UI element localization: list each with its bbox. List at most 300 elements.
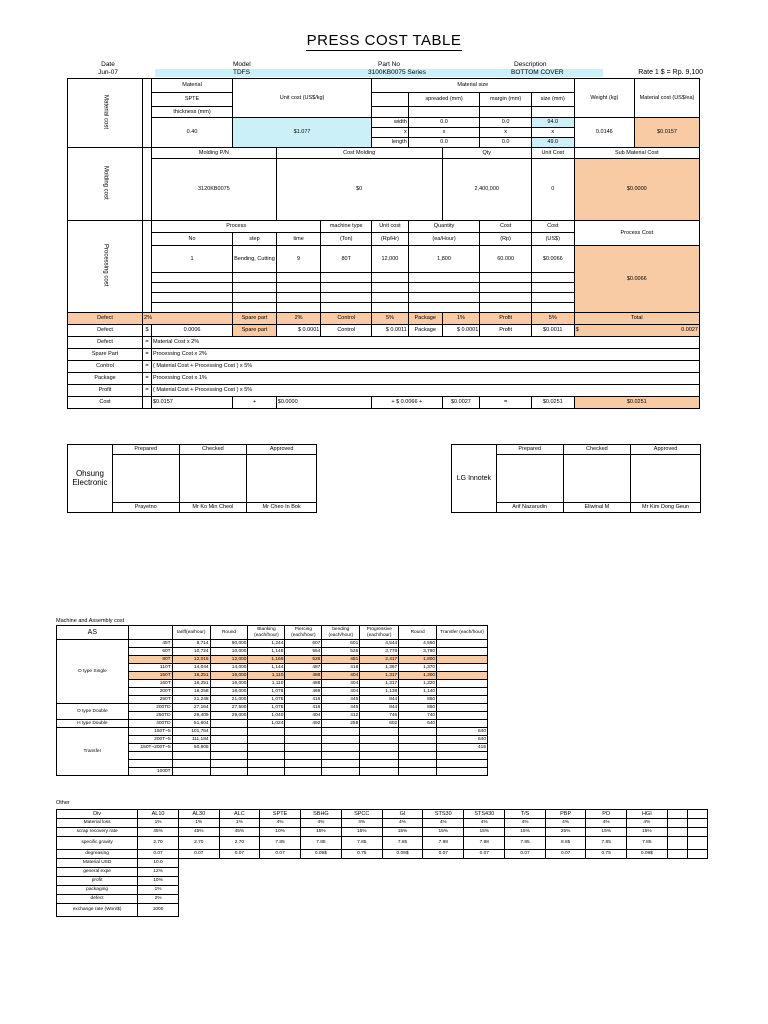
machine-header-cell (128, 626, 172, 640)
machine-cell: 602 (360, 720, 399, 728)
proc-row-step: Bending, Cutting (233, 246, 277, 273)
val-spare-label: Spare part (233, 325, 277, 337)
date-label: Date (101, 61, 115, 68)
machine-cell: 60T (128, 648, 172, 656)
machine-cell: 740 (399, 712, 437, 720)
checked-name: Eliwinal M (563, 503, 631, 513)
material-section: Material cost (68, 79, 143, 148)
proc-row-unit: 12,000 (372, 246, 409, 273)
spreaded-label: spreaded (mm) (408, 93, 480, 107)
machine-cell (285, 728, 322, 736)
formula-text: ( Material Cost + Processing Cost ) x 5% (151, 385, 699, 397)
machine-cell (399, 728, 437, 736)
other-cell: 0.75 (341, 850, 382, 859)
no-label: No (151, 233, 232, 246)
val-defect-currency: $ (143, 325, 152, 337)
cost-total: $0.0251 (574, 397, 699, 409)
machine-table (56, 625, 488, 776)
machine-header-cell: Round (399, 626, 437, 640)
other-cell: 1% (178, 819, 219, 828)
other-extra-cell: 1% (138, 886, 179, 895)
signoff-ohsung (67, 444, 317, 513)
other-cell (687, 828, 707, 837)
other-header-cell: Div (57, 810, 138, 819)
machine-cell (322, 744, 360, 752)
formula-eq: = (143, 373, 152, 385)
machine-cell: 404 (322, 688, 360, 696)
process-cost-label: Process Cost (574, 221, 699, 246)
x-label: x (372, 128, 409, 138)
other-cell (687, 819, 707, 828)
thickness-label: thickness (mm) (151, 107, 232, 118)
machine-cell (437, 704, 488, 712)
width-size: 94.0 (531, 118, 574, 128)
cost-equals: = (480, 397, 532, 409)
material-cost-label: Material cost (US$/ea) (635, 79, 700, 118)
formula-text: Material Cost x 2% (151, 337, 699, 349)
machine-cell (248, 760, 285, 768)
prepared-name: Arif Nazarudin (496, 503, 563, 513)
val-package: $ 0.0001 (442, 325, 480, 337)
formula-text: Processing Cost x 2% (151, 349, 699, 361)
exchange-rate: Rate 1 $ = Rp. 9,100 (638, 69, 703, 76)
cost-table (67, 78, 700, 409)
other-extra-cell: 1000 (138, 904, 179, 917)
checked-label: Checked (179, 445, 247, 455)
machine-cell: 640 (437, 736, 488, 744)
material-label: Material (151, 79, 232, 93)
val-defect-label: Defect (68, 325, 143, 337)
machine-cell: 1,078 (248, 688, 285, 696)
other-cell: 0.09$ (627, 850, 668, 859)
machine-cell (248, 744, 285, 752)
other-extra-row (57, 877, 708, 886)
molding-qty-label: Qty (442, 148, 531, 159)
val-profit-label: Profit (480, 325, 532, 337)
machine-cell (437, 720, 488, 728)
length-spread: 0.0 (408, 138, 480, 148)
other-cell: specific gravity (57, 837, 138, 850)
machine-cell (437, 712, 488, 720)
machine-cell: 18,258 (172, 688, 210, 696)
machine-cell: 1000T (128, 768, 172, 776)
machine-cell: 259 (322, 720, 360, 728)
other-header-cell: STS30 (423, 810, 464, 819)
machine-cell (210, 752, 248, 760)
machine-cell: 1,040 (248, 712, 285, 720)
machine-cell: 50,805 (172, 744, 210, 752)
machine-cell (285, 752, 322, 760)
machine-cell: 21,000 (210, 696, 248, 704)
machine-cell (322, 728, 360, 736)
length-label: length (372, 138, 409, 148)
ton-label: (Ton) (321, 233, 372, 246)
other-header-cell: PO (586, 810, 627, 819)
proc-row-time: 9 (276, 246, 321, 273)
formula-label: Control (68, 361, 143, 373)
machine-cell: 746 (360, 712, 399, 720)
part-no-label: Part No (378, 61, 401, 68)
machine-cell (437, 664, 488, 672)
machine-cell: 200T (128, 688, 172, 696)
other-cell: 8.85 (545, 837, 586, 850)
machine-cell: 844 (360, 696, 399, 704)
machine-header-cell: Round (210, 626, 248, 640)
other-cell: 2.70 (178, 837, 219, 850)
description-label: Description (514, 61, 547, 68)
machine-cell: 1,076 (248, 696, 285, 704)
val-profit: $0.0011 (531, 325, 574, 337)
other-extra-cell: 10.0 (138, 859, 179, 868)
other-cell: 4% (586, 819, 627, 828)
length-size: 49.0 (531, 138, 574, 148)
cost-material: $0.0157 (151, 397, 232, 409)
formula-text: Processing Cost x 1% (151, 373, 699, 385)
other-table (56, 809, 708, 917)
machine-cell (360, 760, 399, 768)
rate-spare-pct: 2% (276, 313, 321, 325)
other-header-cell: T/S (505, 810, 546, 819)
cost-molding-label: Cost Molding (276, 148, 442, 159)
machine-cell: 400TD (128, 720, 172, 728)
other-cell: 15% (586, 828, 627, 837)
machine-cell (210, 728, 248, 736)
machine-type-label: machine type (321, 221, 372, 233)
other-cell: 0.09$ (382, 850, 423, 859)
other-extra-row (57, 868, 708, 877)
other-cell: Material loss (57, 819, 138, 828)
machine-cell: 45T (128, 640, 172, 648)
machine-cell: 1,367 (360, 664, 399, 672)
machine-cell: 526 (285, 656, 322, 664)
val-control: $ 0.0011 (372, 325, 409, 337)
approved-name: Mr Cheo In Bok (247, 503, 317, 513)
machine-cell: 640 (399, 720, 437, 728)
machine-cell: 14,000 (210, 664, 248, 672)
other-cell: 1% (219, 819, 260, 828)
machine-header-cell: tariff(ea/hour) (172, 626, 210, 640)
weight-value: 0.0146 (574, 118, 634, 148)
cost-result: $0.0251 (531, 397, 574, 409)
machine-cell: 18,000 (210, 688, 248, 696)
other-extra-cell: 2% (138, 895, 179, 904)
model-label: Model (233, 61, 251, 68)
val-control-label: Control (321, 325, 372, 337)
machine-cell (437, 656, 488, 664)
machine-cell: 1,300 (399, 672, 437, 680)
other-cell: 45% (138, 828, 179, 837)
margin-label: margin (mm) (480, 93, 532, 107)
other-extra-cell: defect (57, 895, 138, 904)
prepared-label: Prepared (112, 445, 179, 455)
proc-row-qty: 1,800 (408, 246, 480, 273)
machine-cell: 1,370 (399, 664, 437, 672)
machine-group-label: Transfer (57, 728, 129, 776)
other-extra-cell: 10% (138, 877, 179, 886)
machine-row (57, 640, 488, 648)
proc-row-machine: 80T (321, 246, 372, 273)
formula-eq: = (143, 385, 152, 397)
other-caption: Other (56, 800, 70, 806)
machine-cell (248, 752, 285, 760)
other-cell: 15% (382, 828, 423, 837)
machine-cell (437, 640, 488, 648)
rate-defect-label: Defect (68, 313, 143, 325)
machine-cell: 1,244 (248, 640, 285, 648)
machine-group-label: H type Double (57, 720, 129, 728)
machine-cell: 80T (128, 656, 172, 664)
machine-cell: 1,138 (360, 688, 399, 696)
machine-cell: 3,780 (399, 648, 437, 656)
machine-cell (248, 736, 285, 744)
machine-cell: 200T~5 (128, 736, 172, 744)
rp-label: (Rp) (480, 233, 532, 246)
machine-cell (399, 736, 437, 744)
machine-cell: 4,550 (399, 640, 437, 648)
formula-eq: = (143, 361, 152, 373)
weight-label: Weight (kg) (574, 79, 634, 118)
machine-cell: 1,166 (248, 656, 285, 664)
machine-cell: 404 (322, 672, 360, 680)
machine-header-cell: Progressive (each/hour) (360, 626, 399, 640)
other-cell: 0.75 (586, 850, 627, 859)
machine-cell: 1,317 (360, 672, 399, 680)
approved-label: Approved (631, 445, 701, 455)
other-cell: 45% (219, 828, 260, 837)
machine-cell: 487 (285, 664, 322, 672)
sub-material-label: Sub Material Cost (574, 148, 699, 159)
other-cell: 4% (464, 819, 505, 828)
proc-row-cost-usd: $0.0066 (531, 246, 574, 273)
machine-cell (322, 768, 360, 776)
cost-molding: $0.0000 (276, 397, 371, 409)
machine-group-label: O type Double (57, 704, 129, 720)
machine-row (57, 704, 488, 712)
machine-cell (285, 768, 322, 776)
machine-cell: 16,251 (172, 672, 210, 680)
machine-cell (210, 720, 248, 728)
machine-cell: 29,000 (210, 712, 248, 720)
other-cell: 4% (260, 819, 301, 828)
machine-cell (360, 744, 399, 752)
other-header-cell: STS430 (464, 810, 505, 819)
other-cell (667, 828, 687, 837)
machine-cell: 554 (285, 648, 322, 656)
proc-cost-usd-label: Cost (531, 221, 574, 233)
molding-unit-value: 0 (531, 159, 574, 221)
other-cell (687, 850, 707, 859)
machine-cell (285, 760, 322, 768)
machine-cell (210, 768, 248, 776)
eahour-label: (ea/Hour) (408, 233, 480, 246)
machine-cell (172, 768, 210, 776)
size-label: size (mm) (531, 93, 574, 107)
machine-cell: 10,000 (210, 648, 248, 656)
machine-cell (437, 752, 488, 760)
other-cell: 1% (138, 819, 179, 828)
process-label: Process (151, 221, 320, 233)
proc-quantity-label: Quantity (408, 221, 480, 233)
rate-control-label: Control (321, 313, 372, 325)
val-package-label: Package (408, 325, 442, 337)
other-cell: 7.85 (586, 837, 627, 850)
x-margin: x (480, 128, 532, 138)
machine-header-cell: Transfer (each/hour) (437, 626, 488, 640)
machine-cell (399, 752, 437, 760)
other-cell: 4% (341, 819, 382, 828)
usd-label: (US$) (531, 233, 574, 246)
material-cost-value: $0.0157 (635, 118, 700, 148)
other-cell: degreasing (57, 850, 138, 859)
machine-cell: 488 (285, 672, 322, 680)
signoff-lg (451, 444, 701, 513)
other-cell: 4% (382, 819, 423, 828)
cost-row-label: Cost (68, 397, 143, 409)
other-cell: 45% (178, 828, 219, 837)
machine-cell: 29,409 (172, 712, 210, 720)
machine-cell: 111,184 (172, 736, 210, 744)
machine-cell (437, 672, 488, 680)
formula-label: Defect (68, 337, 143, 349)
other-header-cell: AL30 (178, 810, 219, 819)
cost-processing: + $ 0.0066 + (372, 397, 443, 409)
other-cell: 7.85 (382, 837, 423, 850)
cost-molding-value: $0 (276, 159, 442, 221)
machine-cell (360, 768, 399, 776)
material-value: SPTE (151, 93, 232, 107)
machine-cell (128, 752, 172, 760)
other-cell: 0.07 (423, 850, 464, 859)
other-header-cell: HGI (627, 810, 668, 819)
val-defect: 0.0006 (151, 325, 232, 337)
other-cell: 0.09$ (300, 850, 341, 859)
machine-cell: 844 (360, 704, 399, 712)
machine-cell: 51,604 (172, 720, 210, 728)
other-cell: 7.85 (627, 837, 668, 850)
other-cell: 0.07 (545, 850, 586, 859)
machine-cell: 150T (128, 672, 172, 680)
other-cell: 7.98 (423, 837, 464, 850)
machine-cell: 12,000 (210, 656, 248, 664)
machine-cell (172, 760, 210, 768)
machine-cell (437, 768, 488, 776)
machine-row (57, 720, 488, 728)
other-cell: 10% (260, 828, 301, 837)
other-extra-cell: exchange rate (Won/$) (57, 904, 138, 917)
machine-header-cell: Piercing (each/hour) (285, 626, 322, 640)
other-cell: 0.07 (219, 850, 260, 859)
machine-cell (360, 752, 399, 760)
machine-cell: 150T~5 (128, 728, 172, 736)
machine-cell: 404 (322, 680, 360, 688)
machine-cell (399, 760, 437, 768)
machine-cell: 10,724 (172, 648, 210, 656)
other-header-cell: SPCC (341, 810, 382, 819)
machine-cell: 1,144 (248, 664, 285, 672)
machine-cell: 1,800 (399, 656, 437, 664)
machine-header-cell: bending (each/hour) (322, 626, 360, 640)
machine-row (57, 728, 488, 736)
machine-cell: 1,320 (399, 680, 437, 688)
rate-profit-label: Profit (480, 313, 532, 325)
other-row (57, 837, 708, 850)
other-cell: 4% (505, 819, 546, 828)
other-header-cell: ALC (219, 810, 260, 819)
other-cell (667, 837, 687, 850)
process-cost-value: $0.0066 (574, 246, 699, 313)
machine-cell: 200TD (128, 704, 172, 712)
machine-cell: 416 (285, 696, 322, 704)
other-cell: 15% (341, 828, 382, 837)
other-header-cell: SBHG (300, 810, 341, 819)
x-size: x (531, 128, 574, 138)
machine-cell (172, 752, 210, 760)
formula-eq: = (143, 349, 152, 361)
machine-cell: 1,024 (248, 720, 285, 728)
other-cell: 4% (627, 819, 668, 828)
other-header-cell: GI (382, 810, 423, 819)
other-cell: 4% (545, 819, 586, 828)
machine-caption: Machine and Assembly cost (56, 618, 125, 624)
formula-label: Profit (68, 385, 143, 397)
proc-unit-cost-label: Unit cost (372, 221, 409, 233)
rphr-label: (Rp/Hr) (372, 233, 409, 246)
other-cell (687, 837, 707, 850)
molding-qty-value: 2,400,000 (442, 159, 531, 221)
other-extra-cell: profit (57, 877, 138, 886)
step-label: step (233, 233, 277, 246)
rate-defect-pct: 2% (143, 313, 233, 325)
other-cell: 2.70 (138, 837, 179, 850)
prepared-name: Prayetno (112, 503, 179, 513)
machine-cell: 16,000 (210, 672, 248, 680)
other-header-cell: AL10 (138, 810, 179, 819)
other-cell: 2.70 (219, 837, 260, 850)
rate-control-pct: 5% (372, 313, 409, 325)
formula-text: ( Material Cost + Processing Cost ) x 5% (151, 361, 699, 373)
other-cell (667, 819, 687, 828)
machine-cell: 416 (285, 704, 322, 712)
proc-row-cost-rp: 60.000 (480, 246, 532, 273)
machine-cell: 9,714 (172, 640, 210, 648)
machine-cell: 1,110 (248, 680, 285, 688)
other-row (57, 828, 708, 837)
machine-cell: 601 (322, 640, 360, 648)
molding-pn-value: 3120KB0075 (151, 159, 276, 221)
formula-label: Package (68, 373, 143, 385)
prepared-label: Prepared (496, 445, 563, 455)
thickness-value: 0.40 (151, 118, 232, 148)
machine-cell: 160T (128, 680, 172, 688)
other-row (57, 850, 708, 859)
machine-cell: 445 (322, 704, 360, 712)
machine-group-label: O type Single (57, 640, 129, 704)
rate-package-label: Package (408, 313, 442, 325)
page-title: PRESS COST TABLE (306, 32, 462, 49)
machine-cell: 21,248 (172, 696, 210, 704)
machine-cell (285, 744, 322, 752)
machine-cell (210, 736, 248, 744)
unit-cost-value: $1.077 (233, 118, 372, 148)
other-cell: 4% (300, 819, 341, 828)
machine-cell: 90,000 (210, 640, 248, 648)
machine-header-cell: Blanking (each/hour) (248, 626, 285, 640)
machine-cell: 250TD (128, 712, 172, 720)
machine-cell: 415 (437, 744, 488, 752)
description-value: BOTTOM COVER (511, 69, 564, 76)
other-header-cell (667, 810, 687, 819)
other-cell: 15% (300, 828, 341, 837)
